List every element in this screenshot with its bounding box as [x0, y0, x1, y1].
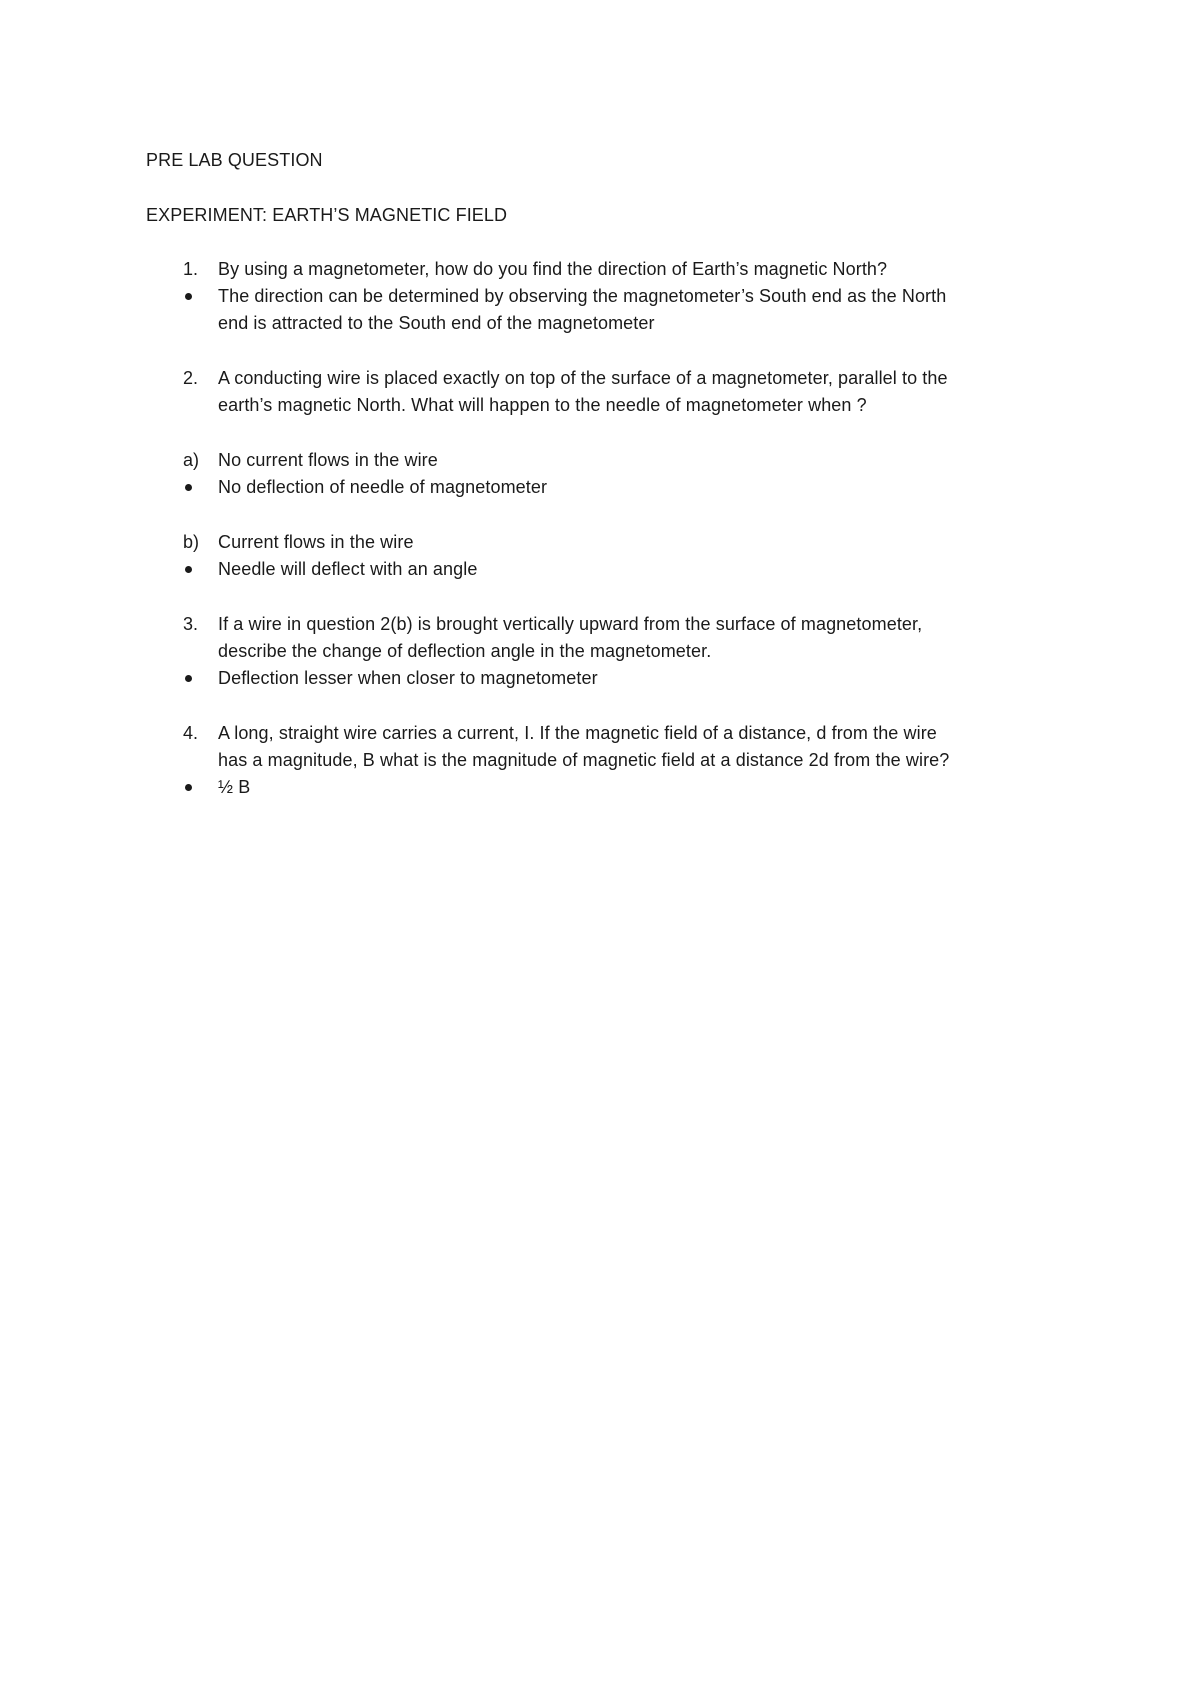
- answer-4: ½ B: [218, 777, 251, 797]
- bullet-icon: [185, 784, 192, 791]
- question-4-text-line-2: has a magnitude, B what is the magnitude of magnetic field at a distance 2d from the wire?: [218, 750, 950, 770]
- question-3-number: 3.: [183, 614, 199, 634]
- answer-3: Deflection lesser when closer to magnetometer: [218, 668, 598, 688]
- question-2b-text: Current flows in the wire: [218, 532, 414, 552]
- bullet-icon: [185, 484, 192, 491]
- question-2-text-line-2: earth’s magnetic North. What will happen to the needle of magnetometer when ?: [218, 395, 867, 415]
- answer-2a: No deflection of needle of magnetometer: [218, 477, 548, 497]
- question-2b-label: b): [183, 532, 200, 552]
- answer-1-line-2: end is attracted to the South end of the magnetometer: [218, 313, 655, 333]
- question-4-text-line-1: A long, straight wire carries a current, I. If the magnetic field of a distance, d from the wire: [218, 723, 937, 743]
- page-heading: PRE LAB QUESTION: [146, 150, 323, 170]
- bullet-icon: [185, 675, 192, 682]
- question-2-text-line-1: A conducting wire is placed exactly on top of the surface of a magnetometer, parallel to the: [218, 368, 948, 388]
- question-3-text-line-1: If a wire in question 2(b) is brought vertically upward from the surface of magnetometer,: [218, 614, 923, 634]
- question-2a-text: No current flows in the wire: [218, 450, 438, 470]
- question-1-text: By using a magnetometer, how do you find the direction of Earth’s magnetic North?: [218, 259, 888, 279]
- question-1-number: 1.: [183, 259, 199, 279]
- answer-1-line-1: The direction can be determined by observing the magnetometer’s South end as the North: [218, 286, 947, 306]
- question-3-text-line-2: describe the change of deflection angle in the magnetometer.: [218, 641, 712, 661]
- bullet-icon: [185, 293, 192, 300]
- experiment-title: EXPERIMENT: EARTH’S MAGNETIC FIELD: [146, 205, 508, 225]
- bullet-icon: [185, 566, 192, 573]
- question-2a-label: a): [183, 450, 200, 470]
- question-4-number: 4.: [183, 723, 199, 743]
- answer-2b: Needle will deflect with an angle: [218, 559, 478, 579]
- question-2-number: 2.: [183, 368, 199, 388]
